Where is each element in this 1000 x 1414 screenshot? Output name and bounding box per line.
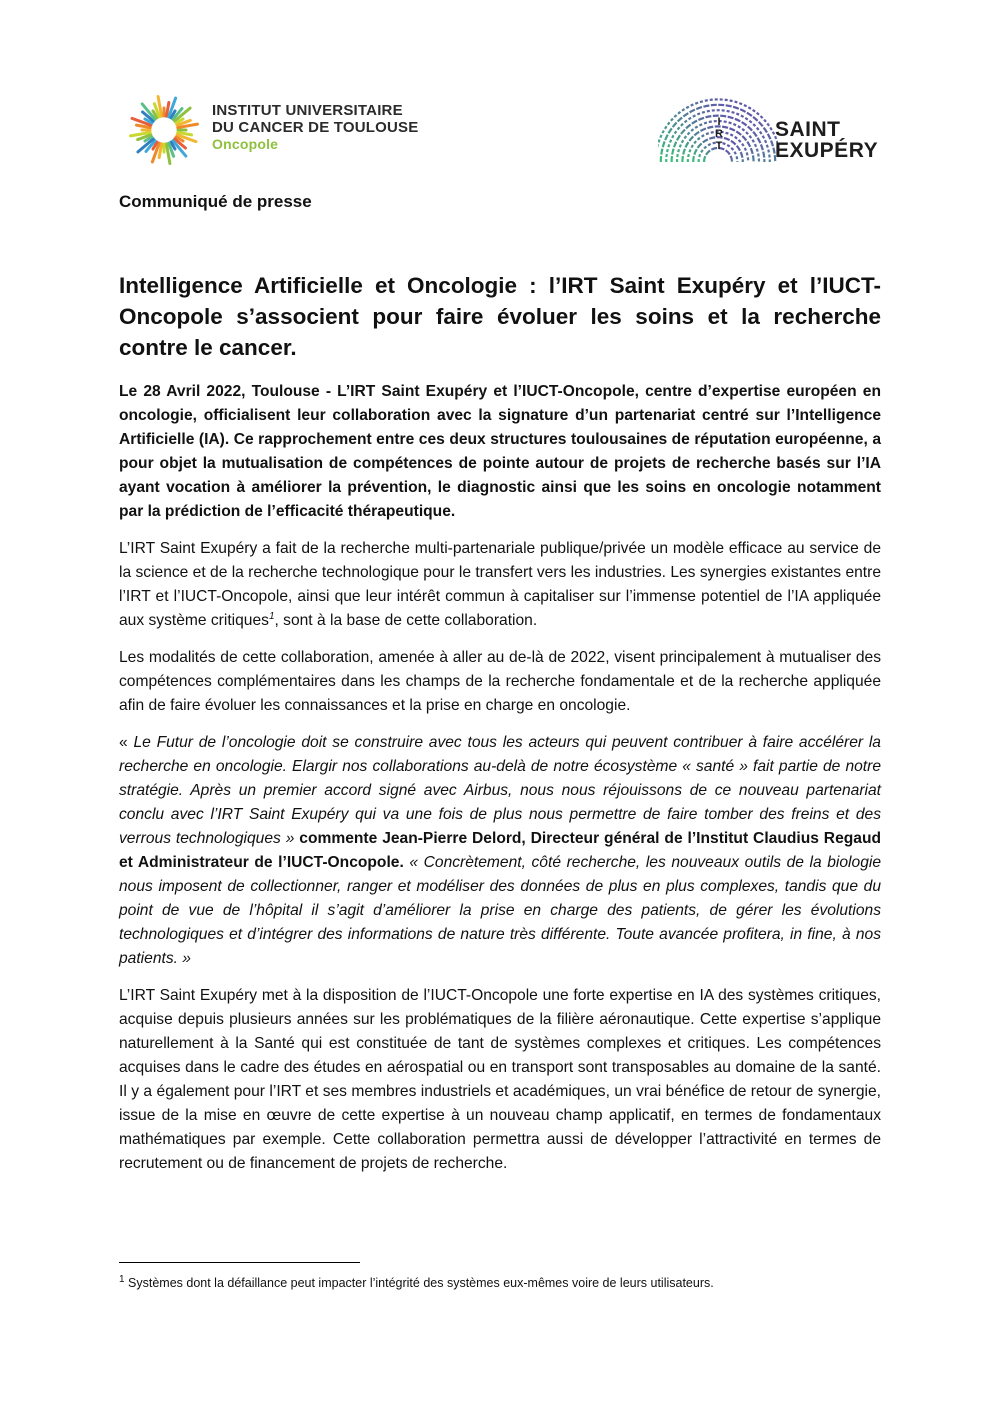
iuct-logo-text [212,102,418,153]
footnote [119,1275,881,1291]
paragraph-3: L’IRT Saint Exupéry met à la disposition de l’IUCT-Oncopole une forte expertise en IA des systèmes critiques, acquise depuis plusieurs années sur les problématiques de la filière aéronautique. Cette expertise s’applique naturellement à la Santé qui est constituée de tant de systèmes complexes et critiques. Les compétences acquises dans le cadre des études en aérospatial ou en transport sont transposables au domaine de la santé. Il y a également pour l’IRT et ses membres industriels et académiques, un vrai bénéfice de retour de synergie, issue de la mise en œuvre de cette expertise à un nouveau champ applicatif, en termes de fondamentaux mathématiques par exemple. Cette collaboration permettra aussi de développer l’attractivité en termes de recrutement ou de financement de projets de recherche. [119,987,881,1172]
paragraph-1-text: L’IRT Saint Exupéry a fait de la recherche multi-partenariale publique/privée un modèle efficace au service de la science et de la recherche technologique pour le transfert vers les industries. Les synergies existantes entre l’IRT et l’IUCT-Oncopole, ainsi que leur intérêt commun à capitaliser sur l’immense potentiel de l’IA appliquée aux système critiques [119,540,881,629]
iuct-sunburst-icon [122,88,206,172]
irt-saint-exupery-logo [658,86,879,166]
footnote-divider [119,1262,360,1263]
lead-paragraph: Le 28 Avril 2022, Toulouse - L’IRT Saint Exupéry et l’IUCT-Oncopole, centre d’expertise européen en oncologie, officialisent leur collaboration avec la signature d’un partenariat centré sur l’Intelligence Artificielle (IA). Ce rapprochement entre ces deux structures toulousaines de réputation européenne, a pour objet la mutualisation de compétences de pointe autour de projets de recherche basés sur l’IA ayant vocation à améliorer la prévention, le diagnostic ainsi que les soins en oncologie notamment par la prédiction de l’efficacité thérapeutique. [119,383,881,520]
iuct-logo-line1: INSTITUT UNIVERSITAIRE [212,102,403,119]
iuct-logo-line2: DU CANCER DE TOULOUSE [212,119,419,136]
quote-part-2: « Concrètement, côté recherche, les nouveaux outils de la biologie nous imposent de collectionner, ranger et modéliser des données de plus en plus complexes, tandis que du point de vue de l’hôpital il s’agit d’améliorer la prise en charge des patients, de gérer les évolutions technologiques et d’intégrer des informations de nature très différente. Toute avancée profitera, in fine, à nos patients. » [119,854,882,967]
paragraph-1-tail: , sont à la base de cette collaboration. [274,612,538,629]
irt-letter-r: R [715,128,723,140]
article-body [119,380,881,1189]
quote-attribution: commente Jean-Pierre Delord, Directeur général de l’Institut Claudius Regaud et Administrateur de l’IUCT-Oncopole. [119,830,881,871]
footnote-number: 1 [119,1273,125,1285]
quote-part-1: Le Futur de l’oncologie doit se construire avec tous les acteurs qui peuvent contribuer à faire accélérer la recherche en oncologie. Elargir nos collaborations au-delà de notre écosystème « santé » fait partie de notre stratégie. Après un premier accord signé avec Airbus, nous nous réjouissons de ce nouveau partenariat conclu avec l’IRT Saint Exupéry qui va une fois de plus nous permettre de faire tomber des freins et des verrous technologiques » [119,734,881,847]
page-title: Intelligence Artificielle et Oncologie : l’IRT Saint Exupéry et l’IUCT-Oncopole s’associent pour faire évoluer les soins et la recherche contre le cancer. [119,273,881,360]
iuct-oncopole-logo [122,88,422,168]
irt-letters [713,116,725,152]
paragraph-2: Les modalités de cette collaboration, amenée à aller au de-là de 2022, visent principalement à mutualiser des compétences complémentaires dans les champs de la recherche fondamentale et de la recherche appliquée afin de faire évoluer les connaissances et la prise en charge en oncologie. [119,649,881,714]
quote-paragraph [119,731,881,971]
footnote-ref: 1 [268,610,275,622]
document-label: Communiqué de presse [119,192,312,211]
footnote-text: Systèmes dont la défaillance peut impacter l’intégrité des systèmes eux-mêmes voire de leurs utilisateurs. [124,1276,714,1290]
iuct-logo-line3: Oncopole [212,136,279,152]
paragraph-1 [119,537,881,633]
irt-letter-t: T [715,140,723,152]
quote-open-mark: « [119,734,134,751]
irt-letter-i: I [717,116,721,128]
irt-logo-word-exupery: EXUPÉRY [775,139,879,162]
irt-logo-word-saint: SAINT [775,118,841,141]
